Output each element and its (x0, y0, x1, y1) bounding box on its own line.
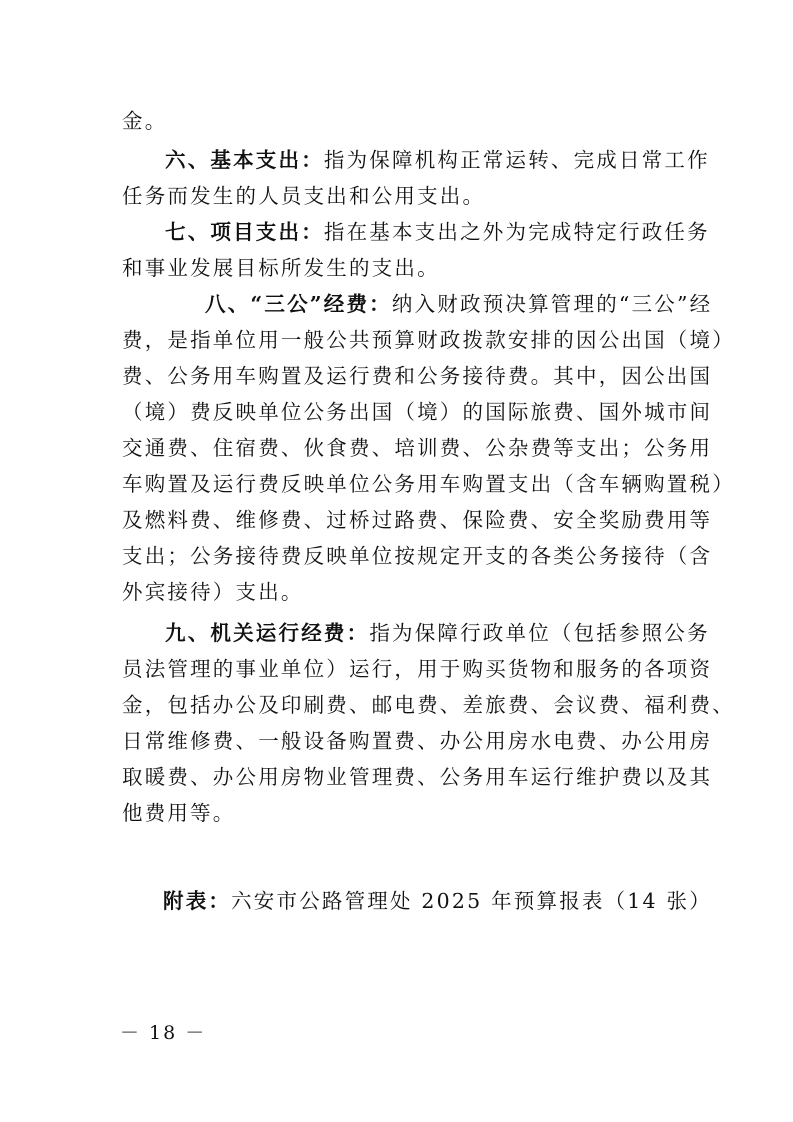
page-number: － 18 － (120, 1022, 207, 1044)
line-text: 车购置及运行费反映单位公务用车购置支出（含车辆购置税） (122, 472, 735, 496)
line (165, 620, 725, 646)
line-text: 交通费、住宿费、伙食费、培训费、公杂费等支出；公务用 (122, 436, 713, 460)
line-text: 取暖费、办公用房物业管理费、公务用车运行维护费以及其 (122, 765, 713, 789)
line (205, 291, 765, 317)
line (122, 656, 713, 682)
line-bold: 九、机关运行经费： (165, 621, 370, 645)
line-text: 他费用等。 (122, 801, 236, 825)
line-text: 指在基本支出之外为完成特定行政任务 (323, 220, 710, 244)
line (122, 692, 735, 718)
line-text: 费、公务用车购置及运行费和公务接待费。其中，因公出国 (122, 364, 713, 388)
appendix-line (163, 888, 723, 914)
line-text: 金。 (122, 109, 168, 133)
line-text: 及燃料费、维修费、过桥过路费、保险费、安全奖励费用等 (122, 508, 713, 532)
line (122, 255, 682, 281)
line (122, 435, 713, 461)
line (122, 507, 713, 533)
line-text: 纳入财政预决算管理的“三公”经 (391, 292, 713, 316)
line (165, 147, 725, 173)
appendix-text: 六安市公路管理处 2025 年预算报表（14 张） (231, 889, 712, 913)
appendix-label: 附表： (163, 889, 232, 913)
line-text: 金，包括办公及印刷费、邮电费、差旅费、会议费、福利费、 (122, 693, 735, 717)
line (122, 800, 682, 826)
line (122, 579, 682, 605)
line (122, 108, 682, 134)
line-text: 指为保障机构正常运转、完成日常工作 (323, 148, 710, 172)
line-text: 费，是指单位用一般公共预算财政拨款安排的因公出国（境） (122, 328, 735, 352)
line-bold: 八、“三公”经费： (205, 292, 392, 316)
line (122, 399, 713, 425)
line (122, 543, 713, 569)
line-text: 任务而发生的人员支出和公用支出。 (122, 184, 486, 208)
line-text: （境）费反映单位公务出国（境）的国际旅费、国外城市间 (122, 400, 713, 424)
line (122, 471, 735, 497)
line (122, 327, 735, 353)
line (122, 764, 713, 790)
line-bold: 七、项目支出： (165, 220, 324, 244)
line-text: 外宾接待）支出。 (122, 580, 304, 604)
line-text: 和事业发展目标所发生的支出。 (122, 256, 440, 280)
line-text: 支出；公务接待费反映单位按规定开支的各类公务接待（含 (122, 544, 713, 568)
line (165, 219, 725, 245)
line (122, 363, 713, 389)
line (122, 728, 713, 754)
line-bold: 六、基本支出： (165, 148, 324, 172)
line (122, 183, 682, 209)
line-text: 指为保障行政单位（包括参照公务 (369, 621, 710, 645)
line-text: 日常维修费、一般设备购置费、办公用房水电费、办公用房 (122, 729, 713, 753)
line-text: 员法管理的事业单位）运行，用于购买货物和服务的各项资 (122, 657, 713, 681)
